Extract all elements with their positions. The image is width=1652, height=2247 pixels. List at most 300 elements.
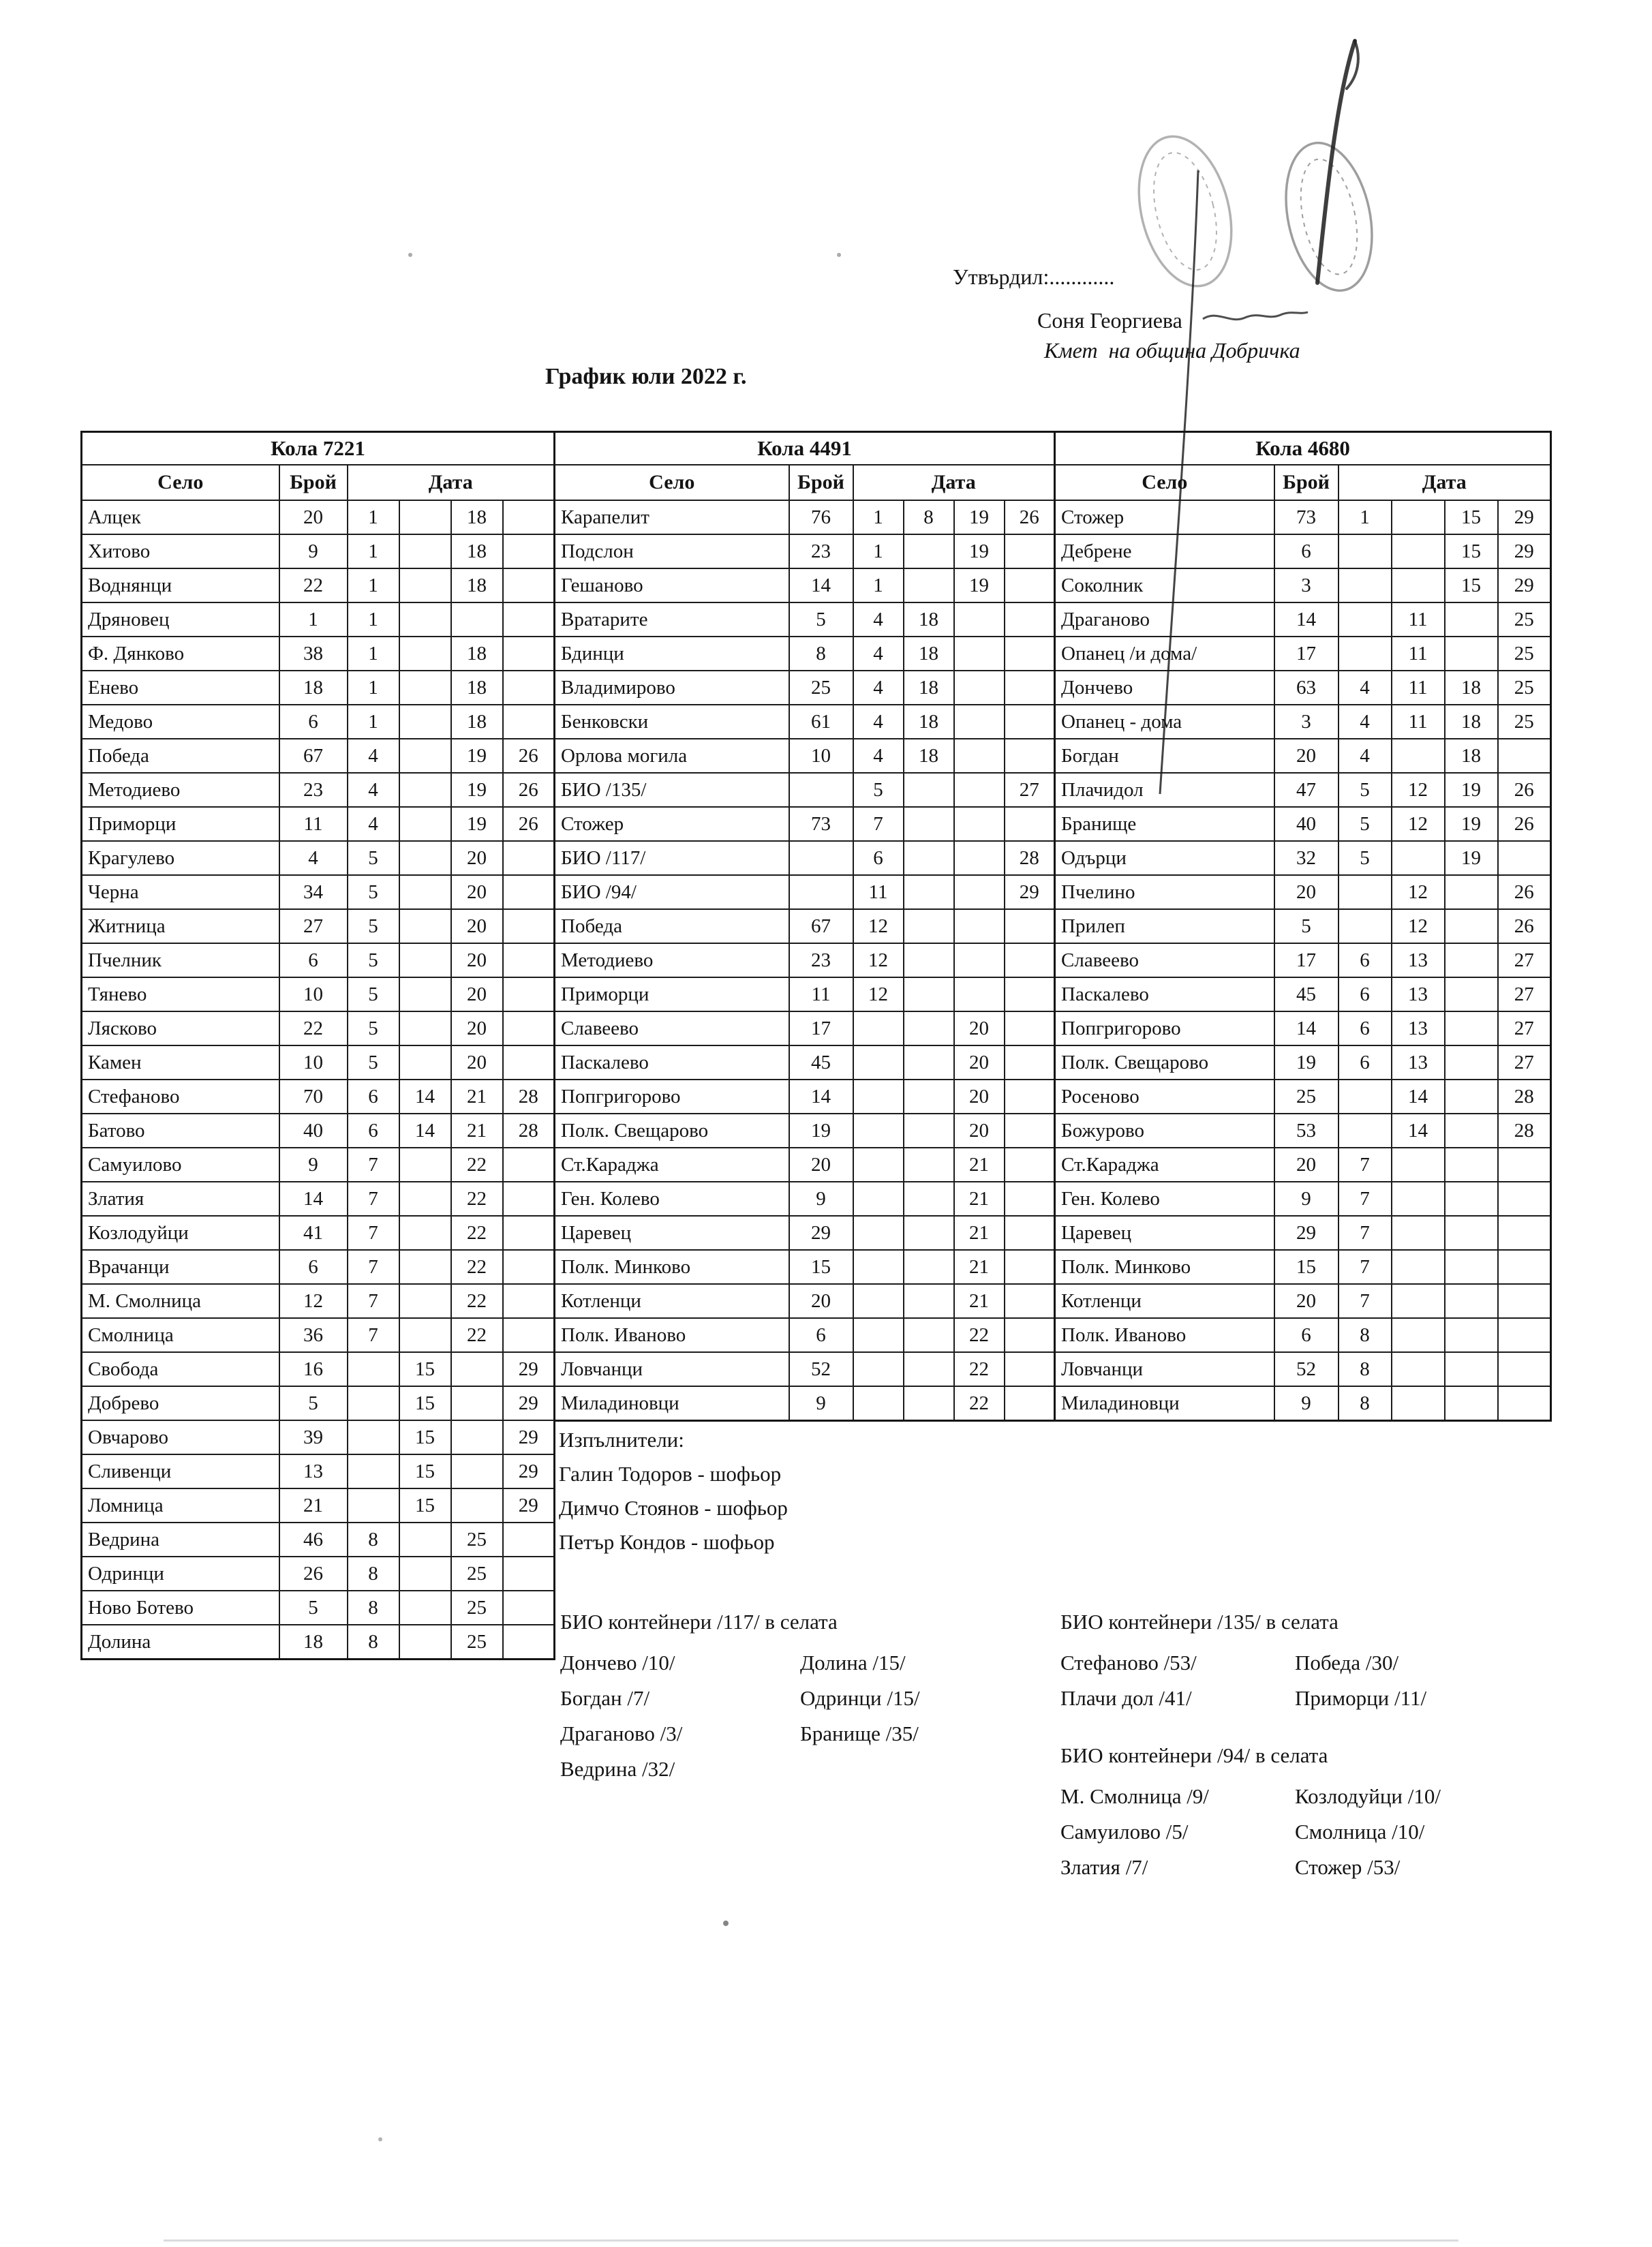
- village-cell: Козлодуйци: [82, 1216, 279, 1250]
- schedule-row: [1055, 739, 1551, 773]
- schedule-row: [82, 1557, 555, 1591]
- village-cell: Долина: [82, 1625, 279, 1660]
- schedule-row: [82, 1045, 555, 1080]
- date-cell: [1392, 1386, 1445, 1421]
- date-cell: 5: [1339, 807, 1392, 841]
- count-cell: 38: [279, 637, 348, 671]
- date-cell: 7: [348, 1318, 399, 1352]
- bio-village-entry: Дончево /10/: [560, 1651, 675, 1675]
- schedule-table-3: [1054, 431, 1552, 1422]
- schedule-row: [555, 841, 1055, 875]
- date-cell: [451, 1454, 503, 1488]
- date-cell: 21: [451, 1080, 503, 1114]
- village-cell: Бдинци: [555, 637, 789, 671]
- date-cell: 1: [853, 500, 904, 534]
- count-cell: 73: [789, 807, 853, 841]
- count-cell: 14: [1274, 602, 1339, 637]
- date-cell: [503, 1284, 555, 1318]
- schedule-row: [82, 1488, 555, 1523]
- date-cell: 5: [348, 841, 399, 875]
- count-cell: 27: [279, 909, 348, 943]
- date-cell: 19: [451, 807, 503, 841]
- date-cell: [399, 500, 451, 534]
- count-cell: 18: [279, 1625, 348, 1660]
- date-cell: [399, 1216, 451, 1250]
- village-cell: Методиево: [82, 773, 279, 807]
- count-cell: 8: [789, 637, 853, 671]
- schedule-row: [555, 807, 1055, 841]
- schedule-row: [82, 1284, 555, 1318]
- count-cell: 36: [279, 1318, 348, 1352]
- count-cell: 25: [789, 671, 853, 705]
- date-cell: 22: [451, 1182, 503, 1216]
- schedule-row: [555, 602, 1055, 637]
- date-cell: 22: [451, 1284, 503, 1318]
- schedule-row: [555, 943, 1055, 977]
- village-cell: Ст.Караджа: [1055, 1148, 1274, 1182]
- village-cell: Свобода: [82, 1352, 279, 1386]
- date-cell: 22: [451, 1318, 503, 1352]
- date-cell: 7: [1339, 1148, 1392, 1182]
- executor-name: Галин Тодоров - шофьор: [559, 1462, 782, 1486]
- date-cell: 20: [954, 1114, 1005, 1148]
- date-cell: 1: [853, 534, 904, 568]
- schedule-row: [82, 977, 555, 1011]
- date-cell: 29: [1005, 875, 1055, 909]
- village-cell: Опанец /и дома/: [1055, 637, 1274, 671]
- date-cell: 4: [853, 739, 904, 773]
- village-cell: Ст.Караджа: [555, 1148, 789, 1182]
- date-cell: [451, 1420, 503, 1454]
- date-cell: 8: [348, 1523, 399, 1557]
- date-cell: 12: [1392, 875, 1445, 909]
- bio-village-entry: Бранище /35/: [800, 1722, 919, 1745]
- date-cell: [954, 773, 1005, 807]
- count-cell: 5: [1274, 909, 1339, 943]
- date-cell: [1339, 637, 1392, 671]
- executor-name: Петър Кондов - шофьор: [559, 1530, 775, 1554]
- schedule-row: [82, 1318, 555, 1352]
- date-cell: [1498, 841, 1551, 875]
- schedule-row: [555, 500, 1055, 534]
- count-cell: 22: [279, 1011, 348, 1045]
- date-cell: [1005, 1284, 1055, 1318]
- date-cell: [954, 943, 1005, 977]
- count-cell: 9: [279, 1148, 348, 1182]
- date-cell: 21: [954, 1216, 1005, 1250]
- count-column-header: Брой: [279, 465, 348, 500]
- date-cell: [1498, 1318, 1551, 1352]
- date-cell: [1498, 1352, 1551, 1386]
- date-cell: 28: [1498, 1114, 1551, 1148]
- date-cell: [904, 1148, 954, 1182]
- village-cell: Сливенци: [82, 1454, 279, 1488]
- name-strike-squiggle-icon: [1203, 312, 1308, 320]
- date-cell: [503, 909, 555, 943]
- village-cell: Миладиновци: [555, 1386, 789, 1421]
- date-cell: 19: [1445, 841, 1498, 875]
- date-cell: [503, 1591, 555, 1625]
- date-cell: 1: [348, 637, 399, 671]
- date-cell: [1005, 1011, 1055, 1045]
- village-cell: Владимирово: [555, 671, 789, 705]
- bio-village-entry: Златия /7/: [1060, 1855, 1148, 1879]
- schedule-row: [555, 1080, 1055, 1114]
- count-cell: 16: [279, 1352, 348, 1386]
- date-cell: 18: [1445, 739, 1498, 773]
- village-cell: Самуилово: [82, 1148, 279, 1182]
- count-cell: 67: [279, 739, 348, 773]
- schedule-row: [1055, 943, 1551, 977]
- village-cell: Славеево: [1055, 943, 1274, 977]
- signature-stroke-icon: [1317, 41, 1355, 283]
- date-cell: [904, 807, 954, 841]
- approver-role: Кмет на община Добричка: [1044, 338, 1300, 363]
- scan-edge-artifact: [164, 2240, 1458, 2242]
- schedule-row: [82, 1523, 555, 1557]
- village-cell: Полк. Минково: [1055, 1250, 1274, 1284]
- bio-117-title: БИО контейнери /117/ в селата: [560, 1610, 838, 1634]
- date-cell: [399, 807, 451, 841]
- date-cell: [904, 1216, 954, 1250]
- count-cell: 76: [789, 500, 853, 534]
- count-cell: 17: [1274, 943, 1339, 977]
- village-cell: Царевец: [1055, 1216, 1274, 1250]
- bio-village-entry: М. Смолница /9/: [1060, 1784, 1209, 1808]
- schedule-row: [1055, 1080, 1551, 1114]
- schedule-row: [1055, 875, 1551, 909]
- date-cell: 26: [503, 739, 555, 773]
- date-cell: 20: [451, 1011, 503, 1045]
- date-cell: 12: [853, 909, 904, 943]
- date-cell: 12: [1392, 773, 1445, 807]
- bio-village-entry: Смолница /10/: [1295, 1820, 1425, 1844]
- date-cell: 18: [451, 534, 503, 568]
- date-cell: [451, 1488, 503, 1523]
- date-cell: [1445, 1216, 1498, 1250]
- schedule-row: [1055, 1011, 1551, 1045]
- date-cell: [1005, 568, 1055, 602]
- count-cell: 14: [789, 568, 853, 602]
- date-cell: 14: [399, 1114, 451, 1148]
- date-cell: [904, 1080, 954, 1114]
- date-cell: [503, 841, 555, 875]
- date-cell: 7: [348, 1216, 399, 1250]
- date-cell: [399, 637, 451, 671]
- village-cell: Житница: [82, 909, 279, 943]
- date-cell: [399, 875, 451, 909]
- date-cell: 29: [503, 1420, 555, 1454]
- date-cell: 5: [348, 1045, 399, 1080]
- date-cell: [348, 1420, 399, 1454]
- date-cell: [904, 1386, 954, 1421]
- date-cell: [1005, 671, 1055, 705]
- date-cell: [399, 1591, 451, 1625]
- date-cell: 21: [451, 1114, 503, 1148]
- village-cell: Алцек: [82, 500, 279, 534]
- date-cell: 19: [451, 739, 503, 773]
- date-cell: 7: [348, 1182, 399, 1216]
- date-cell: 6: [853, 841, 904, 875]
- schedule-row: [82, 1386, 555, 1420]
- date-cell: 1: [348, 534, 399, 568]
- date-cell: 22: [451, 1148, 503, 1182]
- bio-village-entry: Долина /15/: [800, 1651, 906, 1675]
- date-cell: [399, 773, 451, 807]
- schedule-row: [1055, 841, 1551, 875]
- schedule-row: [82, 1216, 555, 1250]
- date-cell: 11: [853, 875, 904, 909]
- count-cell: 22: [279, 568, 348, 602]
- schedule-row: [82, 1420, 555, 1454]
- date-cell: 18: [904, 637, 954, 671]
- schedule-row: [555, 637, 1055, 671]
- date-cell: [1392, 841, 1445, 875]
- schedule-row: [555, 977, 1055, 1011]
- date-cell: [853, 1045, 904, 1080]
- village-cell: Дебрене: [1055, 534, 1274, 568]
- schedule-row: [555, 534, 1055, 568]
- village-cell: Черна: [82, 875, 279, 909]
- date-cell: [853, 1352, 904, 1386]
- count-cell: 1: [279, 602, 348, 637]
- date-cell: [503, 500, 555, 534]
- count-cell: 20: [1274, 1148, 1339, 1182]
- date-cell: [1005, 977, 1055, 1011]
- executors-block: [559, 1423, 788, 1559]
- date-cell: [904, 841, 954, 875]
- village-cell: Бенковски: [555, 705, 789, 739]
- village-cell: Богдан: [1055, 739, 1274, 773]
- date-cell: 20: [451, 1045, 503, 1080]
- count-cell: 20: [1274, 875, 1339, 909]
- schedule-row: [82, 943, 555, 977]
- date-cell: [1445, 1284, 1498, 1318]
- count-cell: 14: [789, 1080, 853, 1114]
- date-cell: 4: [853, 671, 904, 705]
- round-stamp-right-icon: [1273, 135, 1384, 299]
- schedule-row: [555, 1011, 1055, 1045]
- schedule-row: [555, 773, 1055, 807]
- village-cell: Паскалево: [555, 1045, 789, 1080]
- column-header-row: [1055, 465, 1551, 500]
- date-cell: [399, 568, 451, 602]
- count-cell: 6: [789, 1318, 853, 1352]
- village-cell: Енево: [82, 671, 279, 705]
- village-cell: Пчелник: [82, 943, 279, 977]
- date-cell: 6: [1339, 1045, 1392, 1080]
- date-cell: [904, 1250, 954, 1284]
- date-cell: 1: [348, 500, 399, 534]
- date-cell: 11: [1392, 637, 1445, 671]
- date-cell: [954, 637, 1005, 671]
- date-cell: 28: [503, 1080, 555, 1114]
- date-cell: 15: [399, 1386, 451, 1420]
- schedule-row: [555, 1182, 1055, 1216]
- schedule-row: [1055, 1114, 1551, 1148]
- date-cell: 14: [1392, 1114, 1445, 1148]
- village-cell: Славеево: [555, 1011, 789, 1045]
- date-cell: [1005, 1318, 1055, 1352]
- schedule-row: [1055, 500, 1551, 534]
- count-cell: 40: [279, 1114, 348, 1148]
- date-cell: [904, 773, 954, 807]
- count-cell: 13: [279, 1454, 348, 1488]
- count-cell: [789, 875, 853, 909]
- date-cell: 21: [954, 1148, 1005, 1182]
- bio-117-list: [560, 1645, 1086, 1787]
- count-cell: 70: [279, 1080, 348, 1114]
- date-cell: [1445, 875, 1498, 909]
- village-cell: Стожер: [1055, 500, 1274, 534]
- date-cell: [399, 1625, 451, 1660]
- date-cell: 7: [348, 1250, 399, 1284]
- date-cell: 4: [348, 773, 399, 807]
- scan-noise-dot: [723, 1921, 729, 1926]
- date-cell: [954, 602, 1005, 637]
- village-cell: Победа: [82, 739, 279, 773]
- date-cell: 5: [348, 909, 399, 943]
- document-title: График юли 2022 г.: [545, 364, 747, 389]
- date-cell: [954, 875, 1005, 909]
- schedule-row: [1055, 1318, 1551, 1352]
- date-cell: [1392, 1182, 1445, 1216]
- date-cell: 29: [503, 1454, 555, 1488]
- date-cell: [1392, 1318, 1445, 1352]
- date-cell: 4: [853, 637, 904, 671]
- date-cell: [954, 977, 1005, 1011]
- village-cell: Камен: [82, 1045, 279, 1080]
- date-cell: [1445, 1148, 1498, 1182]
- schedule-row: [82, 637, 555, 671]
- count-cell: 46: [279, 1523, 348, 1557]
- date-cell: [904, 568, 954, 602]
- date-cell: [503, 1182, 555, 1216]
- date-cell: [1005, 807, 1055, 841]
- approver-name: Соня Георгиева: [1037, 308, 1182, 333]
- count-cell: [789, 841, 853, 875]
- schedule-row: [1055, 1352, 1551, 1386]
- date-cell: [1498, 1250, 1551, 1284]
- bio-village-entry: Козлодуйци /10/: [1295, 1784, 1441, 1808]
- village-cell: Вратарите: [555, 602, 789, 637]
- date-cell: 25: [451, 1625, 503, 1660]
- date-cell: [503, 671, 555, 705]
- date-cell: 27: [1498, 977, 1551, 1011]
- count-cell: 6: [1274, 1318, 1339, 1352]
- date-cell: 25: [1498, 671, 1551, 705]
- schedule-row: [1055, 637, 1551, 671]
- date-cell: [503, 1250, 555, 1284]
- date-cell: [1005, 1045, 1055, 1080]
- date-cell: [451, 602, 503, 637]
- date-cell: 15: [399, 1488, 451, 1523]
- date-cell: 27: [1498, 1011, 1551, 1045]
- count-cell: 73: [1274, 500, 1339, 534]
- date-cell: [1005, 1216, 1055, 1250]
- schedule-row: [555, 671, 1055, 705]
- date-cell: [954, 841, 1005, 875]
- village-cell: Божурово: [1055, 1114, 1274, 1148]
- schedule-row: [82, 1182, 555, 1216]
- schedule-row: [82, 773, 555, 807]
- village-cell: Ф. Дянково: [82, 637, 279, 671]
- date-cell: 26: [1498, 773, 1551, 807]
- date-cell: [1392, 1216, 1445, 1250]
- village-cell: Прилеп: [1055, 909, 1274, 943]
- bio-village-entry: Ведрина /32/: [560, 1757, 675, 1781]
- date-cell: [399, 1045, 451, 1080]
- schedule-row: [82, 1591, 555, 1625]
- date-cell: [904, 943, 954, 977]
- date-cell: [399, 1182, 451, 1216]
- date-cell: [904, 909, 954, 943]
- count-cell: 4: [279, 841, 348, 875]
- date-cell: [1005, 739, 1055, 773]
- count-cell: 20: [1274, 1284, 1339, 1318]
- date-cell: [954, 705, 1005, 739]
- date-cell: 13: [1392, 977, 1445, 1011]
- count-cell: 63: [1274, 671, 1339, 705]
- village-cell: Подслон: [555, 534, 789, 568]
- date-cell: 22: [954, 1318, 1005, 1352]
- schedule-row: [1055, 1216, 1551, 1250]
- count-cell: 52: [1274, 1352, 1339, 1386]
- date-cell: [1445, 1114, 1498, 1148]
- column-header-row: [82, 465, 555, 500]
- date-cell: 28: [503, 1114, 555, 1148]
- executor-name: Димчо Стоянов - шофьор: [559, 1496, 788, 1520]
- date-cell: 20: [451, 841, 503, 875]
- date-cell: 8: [1339, 1352, 1392, 1386]
- date-cell: 20: [954, 1080, 1005, 1114]
- date-cell: 13: [1392, 1045, 1445, 1080]
- schedule-row: [1055, 671, 1551, 705]
- schedule-row: [555, 1352, 1055, 1386]
- date-cell: 5: [348, 1011, 399, 1045]
- date-cell: [1339, 568, 1392, 602]
- date-cell: 19: [954, 534, 1005, 568]
- schedule-row: [1055, 1045, 1551, 1080]
- schedule-row: [82, 1454, 555, 1488]
- schedule-row: [82, 1080, 555, 1114]
- date-cell: [954, 807, 1005, 841]
- schedule-row: [555, 1114, 1055, 1148]
- count-cell: 6: [279, 943, 348, 977]
- village-column-header: Село: [82, 465, 279, 500]
- date-cell: [503, 1216, 555, 1250]
- village-cell: Попгригорово: [555, 1080, 789, 1114]
- date-cell: [1005, 637, 1055, 671]
- date-cell: [1392, 534, 1445, 568]
- count-cell: 20: [1274, 739, 1339, 773]
- date-cell: 4: [853, 705, 904, 739]
- count-cell: 40: [1274, 807, 1339, 841]
- date-cell: 26: [503, 773, 555, 807]
- village-cell: Ново Ботево: [82, 1591, 279, 1625]
- schedule-row: [555, 1216, 1055, 1250]
- date-column-header: Дата: [348, 465, 555, 500]
- date-cell: [1339, 602, 1392, 637]
- date-cell: 22: [954, 1352, 1005, 1386]
- date-cell: 27: [1498, 1045, 1551, 1080]
- date-cell: [853, 1148, 904, 1182]
- date-cell: [348, 1454, 399, 1488]
- date-cell: 1: [348, 705, 399, 739]
- count-cell: 23: [789, 943, 853, 977]
- date-cell: [904, 1352, 954, 1386]
- date-cell: 19: [1445, 773, 1498, 807]
